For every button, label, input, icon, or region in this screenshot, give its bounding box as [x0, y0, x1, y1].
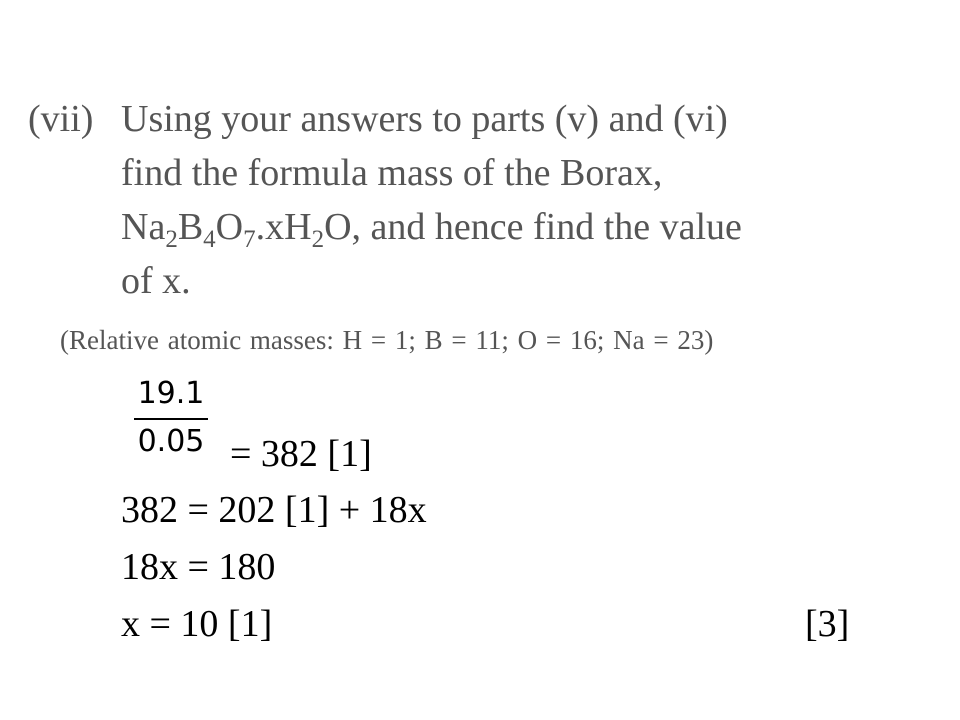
fraction-bar [134, 418, 208, 420]
working-line-1: = 382 [1] [230, 433, 372, 475]
working-line-3: 18x = 180 [121, 546, 276, 588]
fraction-numerator: 19.1 [137, 376, 205, 411]
formula-h-subscript: 2 [311, 226, 325, 253]
total-marks: [3] [805, 603, 850, 645]
fraction-denominator: 0.05 [137, 424, 205, 459]
question-line-3-rest: O, and hence find the value [324, 206, 742, 248]
formula-o: O [215, 206, 244, 248]
formula-b-subscript: 4 [203, 226, 216, 253]
formula-na-subscript: 2 [165, 226, 178, 253]
question-line-4: of x. [121, 260, 191, 302]
formula-na: Na [121, 206, 166, 248]
question-line-1: Using your answers to parts (v) and (vi) [121, 98, 728, 140]
question-number: (vii) [28, 98, 94, 140]
question-line-2: find the formula mass of the Borax, [121, 152, 663, 194]
formula-xh: .xH [255, 206, 312, 248]
formula-b: B [177, 206, 204, 248]
relative-atomic-masses: (Relative atomic masses: H = 1; B = 11; O = 16; Na = 23) [60, 325, 714, 355]
working-line-4: x = 10 [1] [121, 603, 273, 645]
fraction [134, 374, 208, 462]
question-text [121, 92, 921, 308]
working-line-2: 382 = 202 [1] + 18x [121, 489, 427, 531]
question-line-3-formula [121, 200, 921, 254]
formula-o-subscript: 7 [243, 226, 256, 253]
